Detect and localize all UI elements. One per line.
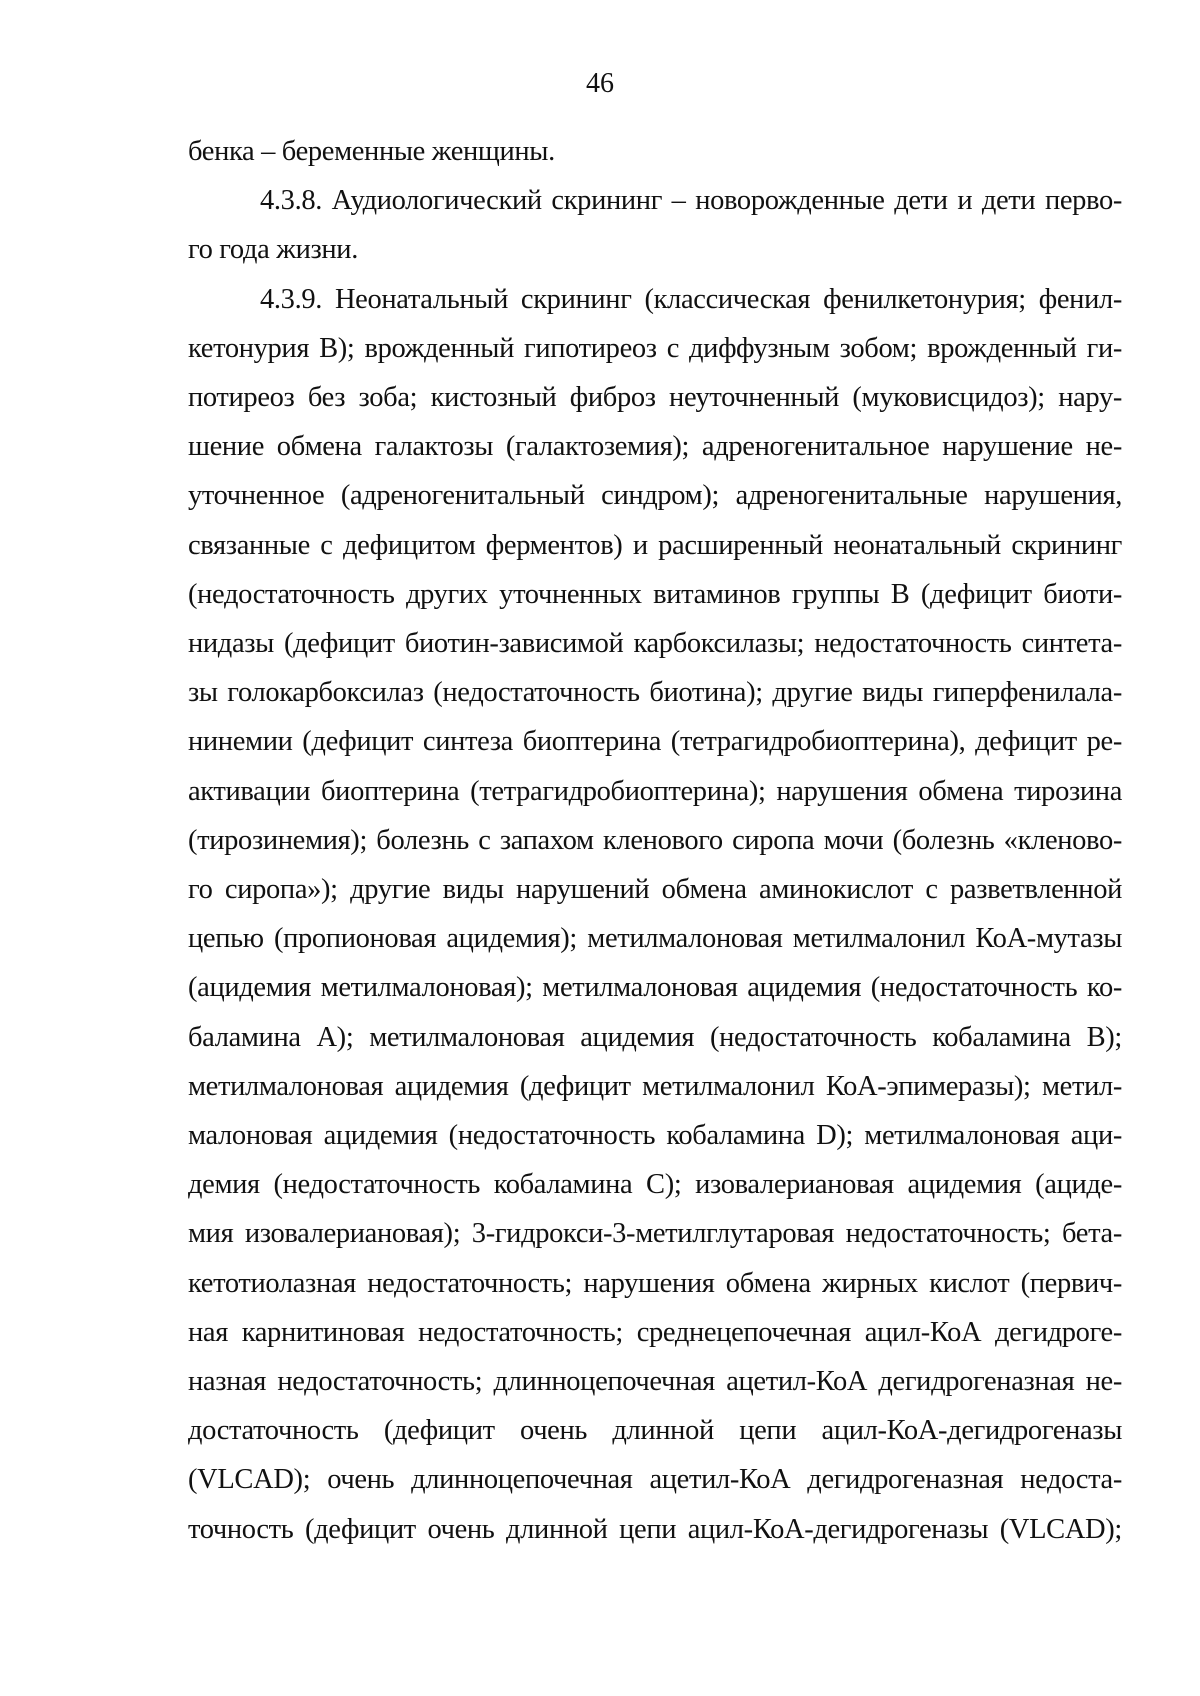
text-line: цепью (пропионовая ацидемия); метилмалоновая метилмалонил КоА-мутазы: [188, 923, 1122, 955]
text-line: потиреоз без зоба; кистозный фиброз неуточненный (муковисцидоз); нару-: [188, 382, 1122, 414]
text-line: шение обмена галактозы (галактоземия); адреногенитальное нарушение не-: [188, 431, 1122, 463]
text-line: ная карнитиновая недостаточность; среднецепочечная ацил-КоА дегидроге-: [188, 1316, 1122, 1348]
text-line: кетонурия В); врожденный гипотиреоз с диффузным зобом; врожденный ги-: [188, 332, 1122, 364]
text-line: 4.3.8. Аудиологический скрининг – новорожденные дети и дети перво-: [260, 185, 1122, 217]
text-line: го сиропа»); другие виды нарушений обмена аминокислот с разветвленной: [188, 874, 1122, 906]
text-line: достаточность (дефицит очень длинной цепи ацил-КоА-дегидрогеназы: [188, 1415, 1122, 1447]
text-line: (тирозинемия); болезнь с запахом кленового сиропа мочи (болезнь «кленово-: [188, 824, 1122, 856]
text-line: нинемии (дефицит синтеза биоптерина (тетрагидробиоптерина), дефицит ре-: [188, 726, 1122, 758]
body-text: [188, 127, 1122, 1554]
text-line: активации биоптерина (тетрагидробиоптерина); нарушения обмена тирозина: [188, 775, 1122, 807]
page-number: 46: [586, 68, 614, 99]
text-line: бенка – беременные женщины.: [188, 136, 555, 167]
text-line: связанные с дефицитом ферментов) и расширенный неонатальный скрининг: [188, 529, 1122, 561]
text-line: 4.3.9. Неонатальный скрининг (классическая фенилкетонурия; фенил-: [260, 283, 1122, 315]
text-line: баламина А); метилмалоновая ацидемия (недостаточность кобаламина В);: [188, 1021, 1122, 1053]
text-line: назная недостаточность; длинноцепочечная ацетил-КоА дегидрогеназная не-: [188, 1366, 1122, 1398]
text-line: точность (дефицит очень длинной цепи ацил-КоА-дегидрогеназы (VLCAD);: [188, 1513, 1122, 1545]
text-line: кетотиолазная недостаточность; нарушения обмена жирных кислот (первич-: [188, 1267, 1122, 1299]
text-line: метилмалоновая ацидемия (дефицит метилмалонил КоА-эпимеразы); метил-: [188, 1070, 1122, 1102]
text-line: нидазы (дефицит биотин-зависимой карбоксилазы; недостаточность синтета-: [188, 628, 1122, 660]
text-line: демия (недостаточность кобаламина С); изовалериановая ацидемия (ациде-: [188, 1169, 1122, 1201]
text-line: мия изовалериановая); 3-гидрокси-3-метилглутаровая недостаточность; бета-: [188, 1218, 1122, 1250]
text-line: го года жизни.: [188, 234, 358, 266]
text-line: (VLCAD); очень длинноцепочечная ацетил-КоА дегидрогеназная недоста-: [188, 1464, 1122, 1496]
text-line: малоновая ацидемия (недостаточность кобаламина D); метилмалоновая аци-: [188, 1120, 1122, 1152]
text-line: уточненное (адреногенитальный синдром); адреногенитальные нарушения,: [188, 480, 1122, 512]
text-line: (ацидемия метилмалоновая); метилмалоновая ацидемия (недостаточность ко-: [188, 972, 1122, 1004]
text-line: зы голокарбоксилаз (недостаточность биотина); другие виды гиперфенилала-: [188, 677, 1122, 709]
text-line: (недостаточность других уточненных витаминов группы В (дефицит биоти-: [188, 578, 1122, 610]
